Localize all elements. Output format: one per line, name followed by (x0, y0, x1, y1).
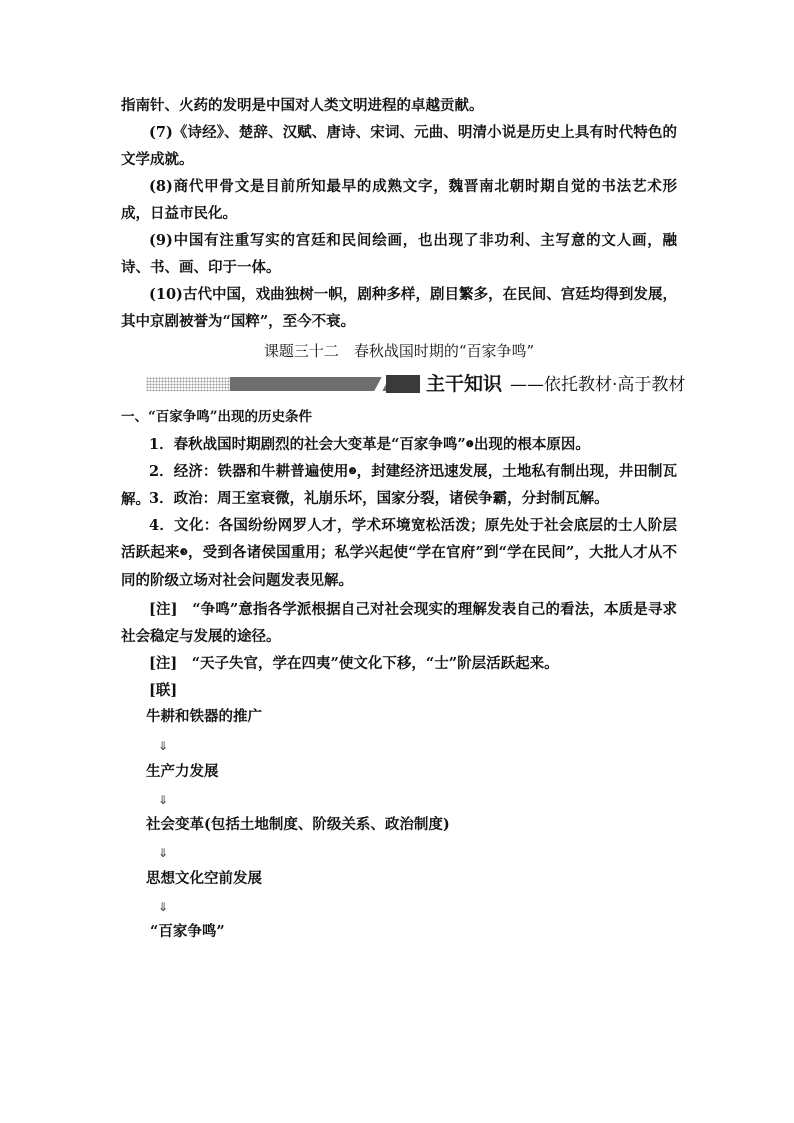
condition-item-2-text-a: 2．经济：铁器和牛耕普遍使用 (149, 463, 349, 480)
note-1: [注] “争鸣”意指各学派根据自己对社会现实的理解发表自己的看法，本质是寻求社会稳定与发展的途径。 (121, 601, 677, 645)
note-marker-3: ❸ (179, 548, 188, 558)
note-marker-1: ❶ (465, 440, 474, 450)
condition-item-4 (121, 512, 677, 594)
paragraph-8: (8)商代甲骨文是目前所知最早的成熟文字，魏晋南北朝时期自觉的书法艺术形成，日益市民化。 (121, 178, 677, 222)
condition-item-4-text-b: ，受到各诸侯国重用；私学兴起使“学在官府”到“学在民间”，大批人才从不同的阶级立场对社会问题发表见解。 (121, 544, 677, 589)
flow-step-5: “百家争鸣” (150, 923, 225, 940)
section-heading: 一、“百家争鸣”出现的历史条件 (121, 409, 313, 425)
condition-item-1-text-b: 出现的根本原因。 (473, 436, 590, 453)
banner-subtitle: ——依托教材·高于教材 (510, 375, 686, 395)
note-2: [注] “天子失官，学在四夷”使文化下移，“士”阶层活跃起来。 (149, 655, 559, 672)
down-arrow-icon: ⇓ (158, 900, 169, 914)
condition-item-3: 3．政治：周王室衰微，礼崩乐坏，国家分裂，诸侯争霸，分封制瓦解。 (149, 490, 609, 507)
banner-bar-dark (386, 375, 420, 393)
down-arrow-icon: ⇓ (158, 793, 169, 807)
condition-item-2-text-b: ，封建经济迅速发展，土地私有制出现，井田制瓦解。 (121, 463, 677, 508)
down-arrow-icon: ⇓ (158, 846, 169, 860)
paragraph-continuation: 指南针、火药的发明是中国对人类文明进程的卓越贡献。 (121, 97, 484, 114)
flow-step-3: 社会变革(包括土地制度、阶级关系、政治制度) (146, 816, 450, 833)
condition-item-4-text-a: 4．文化：各国纷纷网罗人才，学术环境宽松活泼；原先处于社会底层的士人阶层活跃起来 (121, 517, 677, 561)
banner-title: 主干知识 (426, 373, 503, 395)
section-banner (146, 372, 686, 396)
note-marker-2: ❷ (348, 467, 357, 477)
paragraph-9: (9)中国有注重写实的宫廷和民间绘画，也出现了非功利、主写意的文人画，融诗、书、画、印于一体。 (121, 232, 677, 276)
flow-step-1: 牛耕和铁器的推广 (146, 708, 262, 725)
lesson-title: 课题三十二 春秋战国时期的“百家争鸣” (263, 342, 535, 360)
condition-item-1 (121, 431, 677, 459)
condition-item-1-text-a: 1．春秋战国时期剧烈的社会大变革是“百家争鸣” (149, 436, 466, 453)
flow-step-4: 思想文化空前发展 (146, 870, 262, 887)
paragraph-7: (7)《诗经》、楚辞、汉赋、唐诗、宋词、元曲、明清小说是历史上具有时代特色的文学成就。 (121, 124, 677, 168)
banner-dot-pattern (146, 377, 230, 391)
down-arrow-icon: ⇓ (158, 739, 169, 753)
flow-step-2: 生产力发展 (146, 763, 219, 780)
paragraph-10: (10)古代中国，戏曲独树一帜，剧种多样，剧目繁多，在民间、宫廷均得到发展，其中京剧被誉为“国粹”，至今不衰。 (121, 286, 677, 330)
link-label: [联] (149, 682, 178, 699)
